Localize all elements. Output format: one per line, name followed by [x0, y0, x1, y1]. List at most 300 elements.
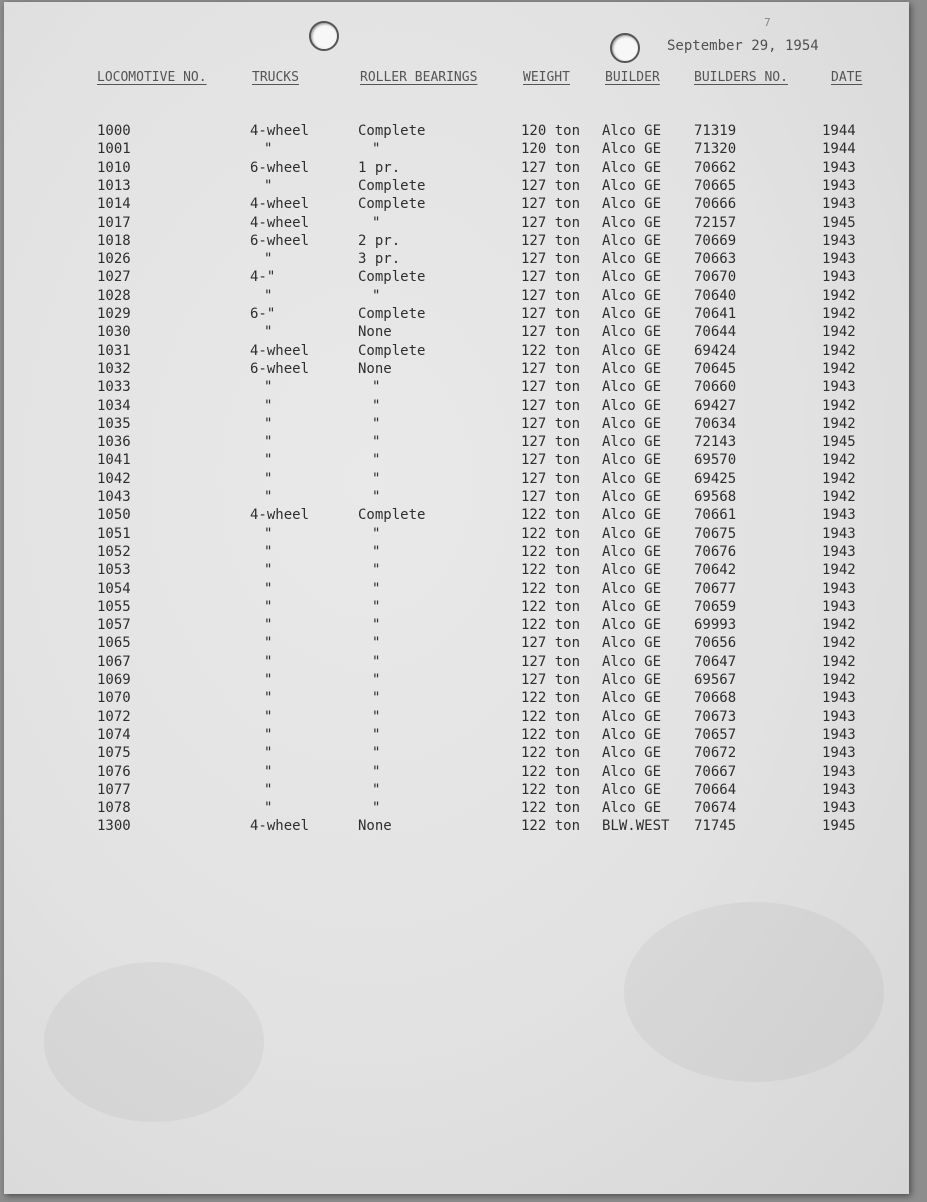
trucks-cell: "	[264, 543, 273, 560]
weight-cell: 127 ton	[521, 672, 581, 688]
builder-cell: Alco GE	[602, 653, 662, 670]
table-row	[4, 160, 909, 178]
locomotive-number: 1001	[97, 141, 131, 158]
weight-cell: 127 ton	[521, 379, 581, 396]
table-row	[4, 709, 909, 727]
table-row	[4, 434, 909, 452]
locomotive-number: 1043	[97, 489, 131, 505]
date-cell: 1942	[822, 470, 856, 487]
locomotive-number: 1032	[97, 360, 131, 377]
locomotive-number: 1069	[97, 672, 131, 688]
locomotive-number: 1027	[97, 269, 131, 286]
date-cell: 1942	[822, 562, 856, 579]
locomotive-number: 1077	[97, 781, 131, 798]
trucks-cell: "	[264, 598, 273, 615]
date-cell: 1943	[822, 379, 856, 396]
date-cell: 1942	[822, 672, 856, 688]
date-cell: 1942	[822, 397, 856, 414]
builder-cell: Alco GE	[602, 635, 662, 652]
locomotive-number: 1029	[97, 306, 131, 322]
roller-bearings-cell: "	[372, 452, 381, 469]
locomotive-number: 1000	[97, 123, 131, 139]
document-page	[4, 2, 909, 1194]
trucks-cell: "	[264, 653, 273, 670]
paper-stain	[44, 962, 264, 1122]
builders-number-cell: 70675	[694, 525, 737, 542]
locomotive-number: 1026	[97, 251, 131, 268]
roller-bearings-cell: Complete	[358, 177, 426, 194]
table-row	[4, 196, 909, 214]
builder-cell: Alco GE	[602, 598, 662, 615]
trucks-cell: "	[264, 452, 273, 469]
weight-cell: 127 ton	[521, 214, 581, 231]
builder-cell: Alco GE	[602, 415, 662, 432]
date-cell: 1943	[822, 708, 856, 725]
builders-number-cell: 71745	[694, 818, 737, 835]
builders-number-cell: 69425	[694, 470, 737, 487]
builder-cell: Alco GE	[602, 342, 662, 359]
table-row	[4, 745, 909, 763]
trucks-cell: 4-wheel	[250, 123, 310, 139]
table-row	[4, 526, 909, 544]
trucks-cell: "	[264, 415, 273, 432]
weight-cell: 127 ton	[521, 470, 581, 487]
table-row	[4, 123, 909, 141]
date-cell: 1944	[822, 123, 856, 139]
trucks-cell: 4-"	[250, 269, 276, 286]
builders-number-cell: 70644	[694, 324, 737, 341]
date-cell: 1944	[822, 141, 856, 158]
builder-cell: Alco GE	[602, 580, 662, 597]
weight-cell: 127 ton	[521, 159, 581, 176]
locomotive-number: 1053	[97, 562, 131, 579]
trucks-cell: "	[264, 251, 273, 268]
builder-cell: Alco GE	[602, 726, 662, 743]
weight-cell: 127 ton	[521, 360, 581, 377]
roller-bearings-cell: 2 pr.	[358, 232, 401, 249]
date-cell: 1942	[822, 306, 856, 322]
builder-cell: Alco GE	[602, 434, 662, 451]
roller-bearings-cell: Complete	[358, 507, 426, 524]
builder-cell: Alco GE	[602, 214, 662, 231]
builder-cell: Alco GE	[602, 525, 662, 542]
locomotive-number: 1052	[97, 543, 131, 560]
locomotive-number: 1042	[97, 470, 131, 487]
builder-cell: Alco GE	[602, 269, 662, 286]
table-row	[4, 599, 909, 617]
roller-bearings-cell: "	[372, 708, 381, 725]
builder-cell: Alco GE	[602, 360, 662, 377]
builders-number-cell: 70667	[694, 763, 737, 780]
table-row	[4, 178, 909, 196]
locomotive-number: 1300	[97, 818, 131, 835]
roller-bearings-cell: "	[372, 470, 381, 487]
trucks-cell: "	[264, 708, 273, 725]
builder-cell: Alco GE	[602, 800, 662, 817]
header-locomotive-no: LOCOMOTIVE NO.	[97, 70, 207, 85]
weight-cell: 127 ton	[521, 653, 581, 670]
builder-cell: Alco GE	[602, 306, 662, 322]
trucks-cell: "	[264, 690, 273, 707]
roller-bearings-cell: "	[372, 214, 381, 231]
roller-bearings-cell: "	[372, 672, 381, 688]
weight-cell: 122 ton	[521, 543, 581, 560]
roller-bearings-cell: "	[372, 562, 381, 579]
builders-number-cell: 69570	[694, 452, 737, 469]
roller-bearings-cell: "	[372, 141, 381, 158]
roller-bearings-cell: "	[372, 781, 381, 798]
weight-cell: 127 ton	[521, 434, 581, 451]
builder-cell: Alco GE	[602, 781, 662, 798]
locomotive-number: 1070	[97, 690, 131, 707]
locomotive-number: 1050	[97, 507, 131, 524]
roller-bearings-cell: None	[358, 818, 392, 835]
trucks-cell: "	[264, 617, 273, 634]
locomotive-number: 1054	[97, 580, 131, 597]
table-row	[4, 361, 909, 379]
table-row	[4, 251, 909, 269]
trucks-cell: 4-wheel	[250, 507, 310, 524]
trucks-cell: "	[264, 635, 273, 652]
weight-cell: 122 ton	[521, 690, 581, 707]
table-row	[4, 215, 909, 233]
table-row	[4, 141, 909, 159]
roller-bearings-cell: "	[372, 635, 381, 652]
table-row	[4, 343, 909, 361]
trucks-cell: "	[264, 672, 273, 688]
roller-bearings-cell: "	[372, 617, 381, 634]
weight-cell: 122 ton	[521, 763, 581, 780]
builders-number-cell: 70642	[694, 562, 737, 579]
header-roller-bearings: ROLLER BEARINGS	[360, 70, 478, 85]
date-cell: 1942	[822, 324, 856, 341]
table-row	[4, 635, 909, 653]
builders-number-cell: 70672	[694, 745, 737, 762]
roller-bearings-cell: Complete	[358, 269, 426, 286]
locomotive-number: 1010	[97, 159, 131, 176]
table-row	[4, 489, 909, 507]
roller-bearings-cell: "	[372, 800, 381, 817]
table-row	[4, 581, 909, 599]
weight-cell: 127 ton	[521, 397, 581, 414]
builders-number-cell: 72143	[694, 434, 737, 451]
builder-cell: Alco GE	[602, 177, 662, 194]
builders-number-cell: 69993	[694, 617, 737, 634]
locomotive-number: 1057	[97, 617, 131, 634]
weight-cell: 127 ton	[521, 635, 581, 652]
trucks-cell: "	[264, 745, 273, 762]
locomotive-number: 1030	[97, 324, 131, 341]
locomotive-number: 1067	[97, 653, 131, 670]
builders-number-cell: 71319	[694, 123, 737, 139]
table-row	[4, 306, 909, 324]
locomotive-number: 1014	[97, 196, 131, 213]
date-cell: 1943	[822, 251, 856, 268]
trucks-cell: "	[264, 525, 273, 542]
date-cell: 1942	[822, 653, 856, 670]
builder-cell: Alco GE	[602, 470, 662, 487]
builder-cell: Alco GE	[602, 672, 662, 688]
header-builders-no: BUILDERS NO.	[694, 70, 788, 85]
builder-cell: Alco GE	[602, 489, 662, 505]
builders-number-cell: 69427	[694, 397, 737, 414]
table-row	[4, 269, 909, 287]
trucks-cell: 6-"	[250, 306, 276, 322]
builder-cell: Alco GE	[602, 251, 662, 268]
date-cell: 1943	[822, 159, 856, 176]
builders-number-cell: 70676	[694, 543, 737, 560]
table-row	[4, 800, 909, 818]
builder-cell: Alco GE	[602, 397, 662, 414]
builder-cell: Alco GE	[602, 159, 662, 176]
builders-number-cell: 70663	[694, 251, 737, 268]
builders-number-cell: 70661	[694, 507, 737, 524]
builder-cell: Alco GE	[602, 324, 662, 341]
table-row	[4, 617, 909, 635]
builders-number-cell: 70641	[694, 306, 737, 322]
roller-bearings-cell: Complete	[358, 306, 426, 322]
weight-cell: 122 ton	[521, 580, 581, 597]
roller-bearings-cell: "	[372, 434, 381, 451]
date-cell: 1943	[822, 525, 856, 542]
date-cell: 1942	[822, 617, 856, 634]
locomotive-number: 1013	[97, 177, 131, 194]
trucks-cell: "	[264, 489, 273, 505]
date-cell: 1943	[822, 726, 856, 743]
table-row	[4, 818, 909, 836]
weight-cell: 127 ton	[521, 415, 581, 432]
builders-number-cell: 70634	[694, 415, 737, 432]
header-builder: BUILDER	[605, 70, 660, 85]
locomotive-number: 1035	[97, 415, 131, 432]
trucks-cell: 6-wheel	[250, 232, 310, 249]
builders-number-cell: 70656	[694, 635, 737, 652]
locomotive-number: 1041	[97, 452, 131, 469]
roller-bearings-cell: "	[372, 415, 381, 432]
trucks-cell: 4-wheel	[250, 818, 310, 835]
date-cell: 1945	[822, 818, 856, 835]
builders-number-cell: 70662	[694, 159, 737, 176]
weight-cell: 127 ton	[521, 306, 581, 322]
locomotive-number: 1074	[97, 726, 131, 743]
date-cell: 1943	[822, 745, 856, 762]
roller-bearings-cell: "	[372, 379, 381, 396]
weight-cell: 127 ton	[521, 287, 581, 304]
roller-bearings-cell: "	[372, 726, 381, 743]
table-row	[4, 398, 909, 416]
weight-cell: 122 ton	[521, 800, 581, 817]
builder-cell: Alco GE	[602, 196, 662, 213]
roller-bearings-cell: Complete	[358, 342, 426, 359]
date-cell: 1943	[822, 269, 856, 286]
weight-cell: 127 ton	[521, 232, 581, 249]
weight-cell: 122 ton	[521, 818, 581, 835]
table-row	[4, 690, 909, 708]
table-row	[4, 452, 909, 470]
trucks-cell: 6-wheel	[250, 159, 310, 176]
weight-cell: 127 ton	[521, 251, 581, 268]
trucks-cell: 4-wheel	[250, 214, 310, 231]
date-cell: 1943	[822, 781, 856, 798]
trucks-cell: "	[264, 141, 273, 158]
builders-number-cell: 70674	[694, 800, 737, 817]
date-cell: 1943	[822, 196, 856, 213]
builder-cell: Alco GE	[602, 452, 662, 469]
punch-hole	[610, 33, 640, 63]
builder-cell: Alco GE	[602, 123, 662, 139]
locomotive-number: 1017	[97, 214, 131, 231]
table-row	[4, 544, 909, 562]
builders-number-cell: 70670	[694, 269, 737, 286]
weight-cell: 122 ton	[521, 525, 581, 542]
table-row	[4, 672, 909, 690]
pencil-mark: 7	[764, 16, 771, 29]
locomotive-number: 1065	[97, 635, 131, 652]
roller-bearings-cell: "	[372, 397, 381, 414]
roller-bearings-cell: Complete	[358, 123, 426, 139]
date-cell: 1943	[822, 763, 856, 780]
trucks-cell: "	[264, 397, 273, 414]
trucks-cell: "	[264, 800, 273, 817]
date-cell: 1945	[822, 434, 856, 451]
roller-bearings-cell: "	[372, 763, 381, 780]
table-row	[4, 764, 909, 782]
table-row	[4, 562, 909, 580]
roller-bearings-cell: "	[372, 598, 381, 615]
table-row	[4, 507, 909, 525]
date-cell: 1943	[822, 507, 856, 524]
roller-bearings-cell: "	[372, 745, 381, 762]
trucks-cell: "	[264, 562, 273, 579]
weight-cell: 122 ton	[521, 708, 581, 725]
date-cell: 1942	[822, 287, 856, 304]
date-cell: 1942	[822, 342, 856, 359]
roller-bearings-cell: Complete	[358, 196, 426, 213]
builders-number-cell: 70657	[694, 726, 737, 743]
roller-bearings-cell: "	[372, 287, 381, 304]
builder-cell: Alco GE	[602, 562, 662, 579]
roller-bearings-cell: None	[358, 360, 392, 377]
weight-cell: 122 ton	[521, 781, 581, 798]
date-cell: 1942	[822, 489, 856, 505]
locomotive-number: 1036	[97, 434, 131, 451]
table-row	[4, 782, 909, 800]
punch-hole	[309, 21, 339, 51]
weight-cell: 120 ton	[521, 123, 581, 139]
header-date: DATE	[831, 70, 863, 85]
header-trucks: TRUCKS	[252, 70, 299, 85]
weight-cell: 127 ton	[521, 452, 581, 469]
builders-number-cell: 70666	[694, 196, 737, 213]
weight-cell: 127 ton	[521, 177, 581, 194]
builder-cell: Alco GE	[602, 708, 662, 725]
roller-bearings-cell: 1 pr.	[358, 159, 401, 176]
date-cell: 1943	[822, 177, 856, 194]
builders-number-cell: 70669	[694, 232, 737, 249]
builder-cell: Alco GE	[602, 287, 662, 304]
builder-cell: Alco GE	[602, 617, 662, 634]
date-cell: 1945	[822, 214, 856, 231]
locomotive-number: 1072	[97, 708, 131, 725]
locomotive-number: 1018	[97, 232, 131, 249]
trucks-cell: "	[264, 324, 273, 341]
date-cell: 1943	[822, 543, 856, 560]
weight-cell: 127 ton	[521, 196, 581, 213]
builder-cell: Alco GE	[602, 543, 662, 560]
weight-cell: 122 ton	[521, 726, 581, 743]
builders-number-cell: 70673	[694, 708, 737, 725]
locomotive-number: 1075	[97, 745, 131, 762]
roller-bearings-cell: 3 pr.	[358, 251, 401, 268]
paper-stain	[624, 902, 884, 1082]
locomotive-number: 1033	[97, 379, 131, 396]
document-date: September 29, 1954	[667, 38, 819, 54]
trucks-cell: "	[264, 177, 273, 194]
date-cell: 1942	[822, 415, 856, 432]
table-row	[4, 654, 909, 672]
date-cell: 1943	[822, 232, 856, 249]
table-row	[4, 727, 909, 745]
builder-cell: Alco GE	[602, 745, 662, 762]
header-weight: WEIGHT	[523, 70, 570, 85]
builders-number-cell: 69567	[694, 672, 737, 688]
builder-cell: Alco GE	[602, 690, 662, 707]
trucks-cell: "	[264, 434, 273, 451]
builder-cell: Alco GE	[602, 232, 662, 249]
table-row	[4, 233, 909, 251]
builder-cell: Alco GE	[602, 507, 662, 524]
locomotive-number: 1028	[97, 287, 131, 304]
builders-number-cell: 70664	[694, 781, 737, 798]
locomotive-number: 1034	[97, 397, 131, 414]
builder-cell: Alco GE	[602, 141, 662, 158]
builders-number-cell: 70677	[694, 580, 737, 597]
weight-cell: 122 ton	[521, 598, 581, 615]
date-cell: 1942	[822, 360, 856, 377]
weight-cell: 122 ton	[521, 562, 581, 579]
trucks-cell: "	[264, 781, 273, 798]
table-row	[4, 324, 909, 342]
roller-bearings-cell: "	[372, 525, 381, 542]
builders-number-cell: 70659	[694, 598, 737, 615]
locomotive-number: 1055	[97, 598, 131, 615]
builder-cell: Alco GE	[602, 379, 662, 396]
builders-number-cell: 70665	[694, 177, 737, 194]
roller-bearings-cell: "	[372, 580, 381, 597]
date-cell: 1942	[822, 635, 856, 652]
weight-cell: 127 ton	[521, 324, 581, 341]
builders-number-cell: 70645	[694, 360, 737, 377]
trucks-cell: "	[264, 379, 273, 396]
weight-cell: 122 ton	[521, 342, 581, 359]
weight-cell: 122 ton	[521, 617, 581, 634]
builders-number-cell: 72157	[694, 214, 737, 231]
trucks-cell: "	[264, 580, 273, 597]
builders-number-cell: 70647	[694, 653, 737, 670]
date-cell: 1942	[822, 452, 856, 469]
builders-number-cell: 69424	[694, 342, 737, 359]
weight-cell: 127 ton	[521, 269, 581, 286]
trucks-cell: "	[264, 287, 273, 304]
roller-bearings-cell: None	[358, 324, 392, 341]
locomotive-number: 1078	[97, 800, 131, 817]
date-cell: 1943	[822, 598, 856, 615]
builder-cell: Alco GE	[602, 763, 662, 780]
roller-bearings-cell: "	[372, 653, 381, 670]
trucks-cell: "	[264, 470, 273, 487]
locomotive-number: 1031	[97, 342, 131, 359]
roller-bearings-cell: "	[372, 690, 381, 707]
